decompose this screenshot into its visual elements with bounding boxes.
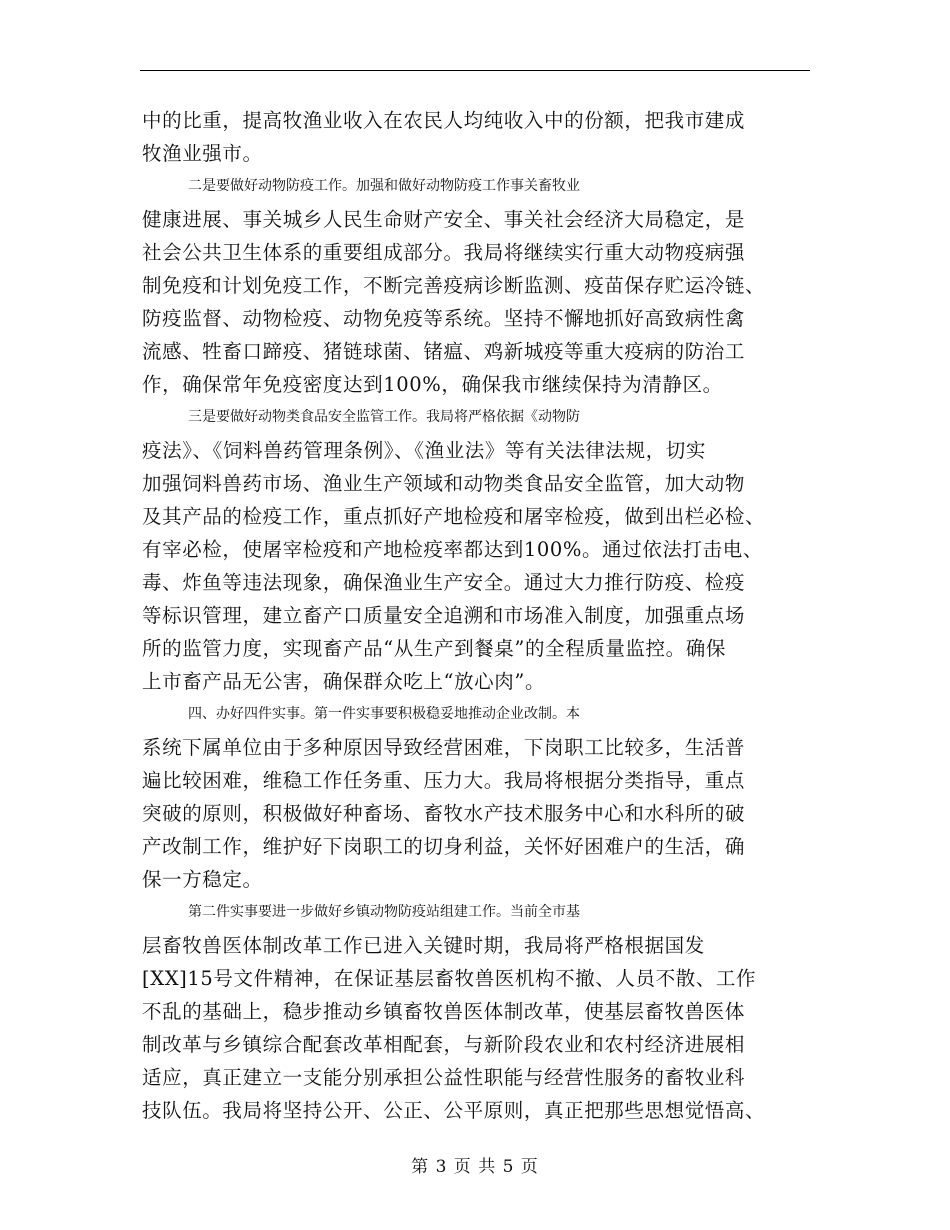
text-line: 有宰必检，使屠宰检疫和产地检疫率都达到100%。通过依法打击电、 <box>142 538 763 561</box>
text-line: 所的监管力度，实现畜产品“从生产到餐桌”的全程质量监控。确保 <box>142 637 726 660</box>
text-line: 作，确保常年免疫密度达到100%，确保我市继续保持为清静区。 <box>142 373 723 396</box>
text-line: 产改制工作，维护好下岗职工的切身利益，关怀好困难户的生活，确 <box>142 835 746 858</box>
text-line: 毒、炸鱼等违法现象，确保渔业生产安全。通过大力推行防疫、检疫 <box>142 571 746 594</box>
text-line: 保一方稳定。 <box>142 868 263 891</box>
text-line: 等标识管理，建立畜产口质量安全追溯和市场准入制度，加强重点场 <box>142 604 746 627</box>
text-line: 突破的原则，积极做好种畜场、畜牧水产技术服务中心和水科所的破 <box>142 802 746 825</box>
text-line: 制免疫和计划免疫工作，不断完善疫病诊断监测、疫苗保存贮运冷链、 <box>142 274 766 297</box>
text-line: 技队伍。我局将坚持公开、公正、公平原则，真正把那些思想觉悟高、 <box>142 1099 766 1122</box>
text-line: 不乱的基础上，稳步推动乡镇畜牧兽医体制改革，使基层畜牧兽医体 <box>142 1000 746 1023</box>
text-line: [XX]15号文件精神，在保证基层畜牧兽医机构不撤、人员不散、工作 <box>142 967 757 990</box>
page-footer <box>0 1152 950 1177</box>
text-line: 健康进展、事关城乡人民生命财产安全、事关社会经济大局稳定，是 <box>142 208 746 231</box>
text-line: 及其产品的检疫工作，重点抓好产地检疫和屠宰检疫，做到出栏必检、 <box>142 505 766 528</box>
text-line: 系统下属单位由于多种原因导致经营困难，下岗职工比较多，生活普 <box>142 736 746 759</box>
text-line: 社会公共卫生体系的重要组成部分。我局将继续实行重大动物疫病强 <box>142 241 746 264</box>
text-line: 牧渔业强市。 <box>142 142 263 165</box>
text-line: 流感、牲畜口蹄疫、猪链球菌、锗瘟、鸡新城疫等重大疫病的防治工 <box>142 340 746 363</box>
page-number: 第 3 页 共 5 页 <box>411 1157 539 1177</box>
paragraph-first-line: 四、办好四件实事。第一件实事要积极稳妥地推动企业改制。本 <box>188 706 580 722</box>
document-body <box>142 104 812 1127</box>
header-rule <box>140 70 810 71</box>
text-line: 层畜牧兽医体制改革工作已进入关键时期，我局将严格根据国发 <box>142 934 705 957</box>
text-line: 中的比重，提高牧渔业收入在农民人均纯收入中的份额，把我市建成 <box>142 109 746 132</box>
paragraph-first-line: 第二件实事要进一步做好乡镇动物防疫站组建工作。当前全市基 <box>188 904 580 920</box>
text-line: 疫法》、《饲料兽药管理条例》、《渔业法》等有关法律法规，切实 <box>142 439 707 462</box>
text-line: 适应，真正建立一支能分别承担公益性职能与经营性服务的畜牧业科 <box>142 1066 746 1089</box>
text-line: 遍比较困难，维稳工作任务重、压力大。我局将根据分类指导，重点 <box>142 769 746 792</box>
text-line: 防疫监督、动物检疫、动物免疫等系统。坚持不懈地抓好高致病性禽 <box>142 307 746 330</box>
text-line: 制改革与乡镇综合配套改革相配套，与新阶段农业和农村经济进展相 <box>142 1033 746 1056</box>
text-line: 上市畜产品无公害，确保群众吃上“放心肉”。 <box>142 670 546 693</box>
text-line: 加强饲料兽药市场、渔业生产领域和动物类食品安全监管，加大动物 <box>142 472 746 495</box>
paragraph-first-line: 二是要做好动物防疫工作。加强和做好动物防疫工作事关畜牧业 <box>188 178 580 194</box>
paragraph-first-line: 三是要做好动物类食品安全监管工作。我局将严格依据《动物防 <box>188 409 580 425</box>
